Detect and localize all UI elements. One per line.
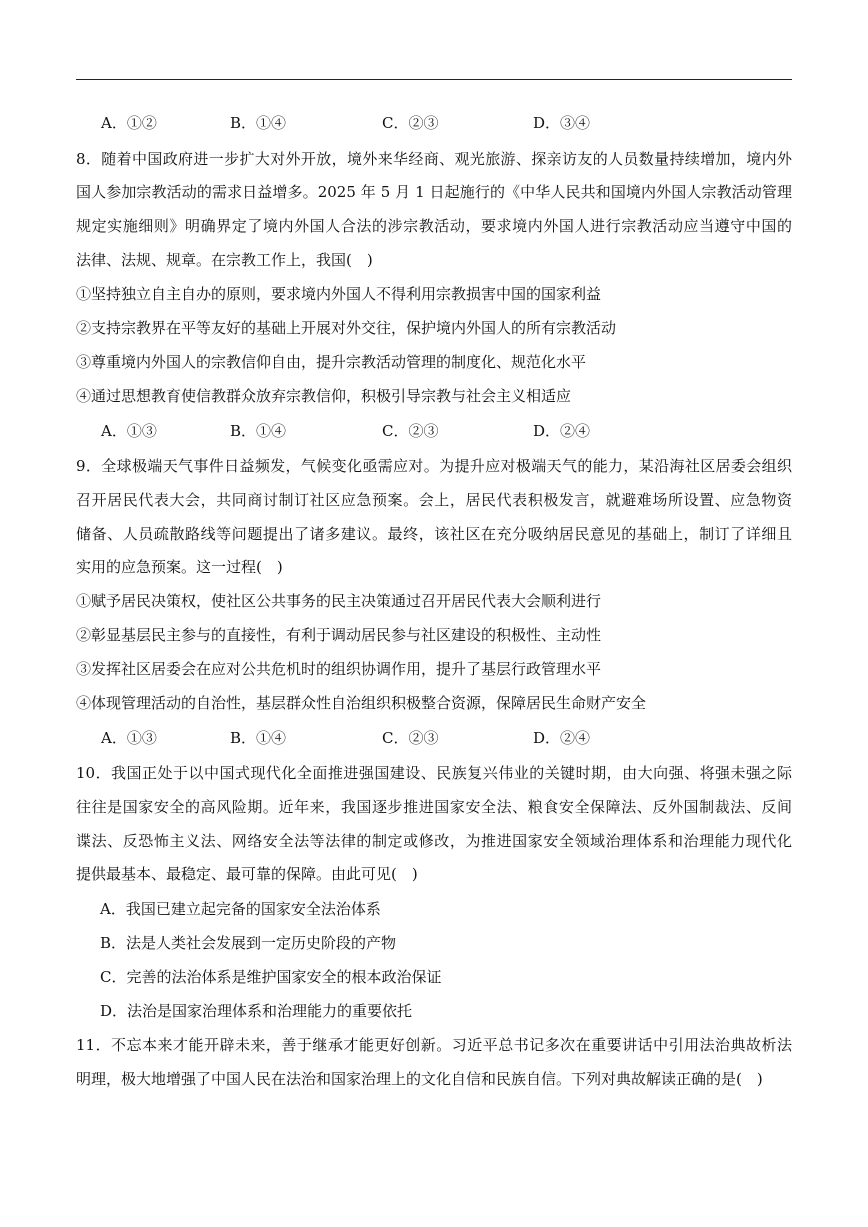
option-a[interactable]: A．①③ bbox=[101, 729, 157, 747]
statement-4: ④体现管理活动的自治性，基层群众性自治组织积极整合资源，保障居民生命财产安全 bbox=[76, 694, 647, 712]
option-b[interactable]: B．①④ bbox=[230, 729, 287, 747]
question-text-line: 10．我国正处于以中国式现代化全面推进强国建设、民族复兴伟业的关键时期，由大向强、将强未强之际 bbox=[76, 764, 792, 782]
question-text-line: 11．不忘本来才能开辟未来，善于继承才能更好创新。习近平总书记多次在重要讲话中引用法治典故析法 bbox=[76, 1036, 792, 1054]
option-c[interactable]: C．完善的法治体系是维护国家安全的根本政治保证 bbox=[100, 968, 442, 986]
statement-1: ①赋予居民决策权，使社区公共事务的民主决策通过召开居民代表大会顺利进行 bbox=[76, 592, 602, 610]
question-text-line: 储备、人员疏散路线等问题提出了诸多建议。最终，该社区在充分吸纳居民意见的基础上，制订了详细且 bbox=[76, 525, 792, 543]
question-text-line: 提供最基本、最稳定、最可靠的保障。由此可见( ) bbox=[76, 865, 418, 883]
option-b[interactable]: B．法是人类社会发展到一定历史阶段的产物 bbox=[100, 934, 397, 952]
option-b[interactable]: B．①④ bbox=[230, 422, 287, 440]
answer-options bbox=[101, 728, 701, 748]
question-text-line: 国人参加宗教活动的需求日益增多。2025 年 5 月 1 日起施行的《中华人民共和国境内外国人宗教活动管理 bbox=[76, 183, 792, 201]
option-d[interactable]: D．②④ bbox=[533, 422, 591, 440]
option-c[interactable]: C．②③ bbox=[382, 422, 439, 440]
question-text-line: 9．全球极端天气事件日益频发，气候变化亟需应对。为提升应对极端天气的能力，某沿海社区居委会组织 bbox=[76, 457, 792, 475]
option-b[interactable]: B．①④ bbox=[230, 114, 287, 132]
option-a[interactable]: A．①② bbox=[101, 114, 157, 132]
question-text-line: 往往是国家安全的高风险期。近年来，我国逐步推进国家安全法、粮食安全保障法、反外国制裁法、反间 bbox=[76, 798, 792, 816]
option-d[interactable]: D．③④ bbox=[533, 114, 591, 132]
question-text-line: 召开居民代表大会，共同商讨制订社区应急预案。会上，居民代表积极发言，就避难场所设置、应急物资 bbox=[76, 491, 792, 509]
option-c[interactable]: C．②③ bbox=[382, 729, 439, 747]
question-text-line: 法律、法规、规章。在宗教工作上，我国( ) bbox=[76, 251, 373, 269]
option-a[interactable]: A．①③ bbox=[101, 422, 157, 440]
option-d[interactable]: D．法治是国家治理体系和治理能力的重要依托 bbox=[100, 1002, 413, 1020]
statement-3: ③尊重境内外国人的宗教信仰自由，提升宗教活动管理的制度化、规范化水平 bbox=[76, 353, 587, 371]
question-text-line: 谍法、反恐怖主义法、网络安全法等法律的制定或修改，为推进国家安全领域治理体系和治理能力现代化 bbox=[76, 832, 792, 850]
question-text-line: 8．随着中国政府进一步扩大对外开放，境外来华经商、观光旅游、探亲访友的人员数量持续增加，境内外 bbox=[76, 150, 792, 168]
question-text-line: 实用的应急预案。这一过程( ) bbox=[76, 558, 283, 576]
option-c[interactable]: C．②③ bbox=[382, 114, 439, 132]
statement-2: ②支持宗教界在平等友好的基础上开展对外交往，保护境内外国人的所有宗教活动 bbox=[76, 319, 617, 337]
question-text-line: 明理，极大地增强了中国人民在法治和国家治理上的文化自信和民族自信。下列对典故解读正确的是( ) bbox=[76, 1070, 763, 1088]
option-d[interactable]: D．②④ bbox=[533, 729, 591, 747]
statement-4: ④通过思想教育使信教群众放弃宗教信仰，积极引导宗教与社会主义相适应 bbox=[76, 387, 572, 405]
question-text-line: 规定实施细则》明确界定了境内外国人合法的涉宗教活动，要求境内外国人进行宗教活动应当遵守中国的 bbox=[76, 217, 792, 235]
answer-options-q7 bbox=[101, 113, 701, 133]
header-rule bbox=[76, 79, 792, 80]
answer-options bbox=[101, 421, 701, 441]
statement-2: ②彰显基层民主参与的直接性，有利于调动居民参与社区建设的积极性、主动性 bbox=[76, 626, 602, 644]
statement-1: ①坚持独立自主自办的原则，要求境内外国人不得利用宗教损害中国的国家利益 bbox=[76, 285, 602, 303]
statement-3: ③发挥社区居委会在应对公共危机时的组织协调作用，提升了基层行政管理水平 bbox=[76, 660, 602, 678]
option-a[interactable]: A．我国已建立起完备的国家安全法治体系 bbox=[100, 900, 381, 918]
